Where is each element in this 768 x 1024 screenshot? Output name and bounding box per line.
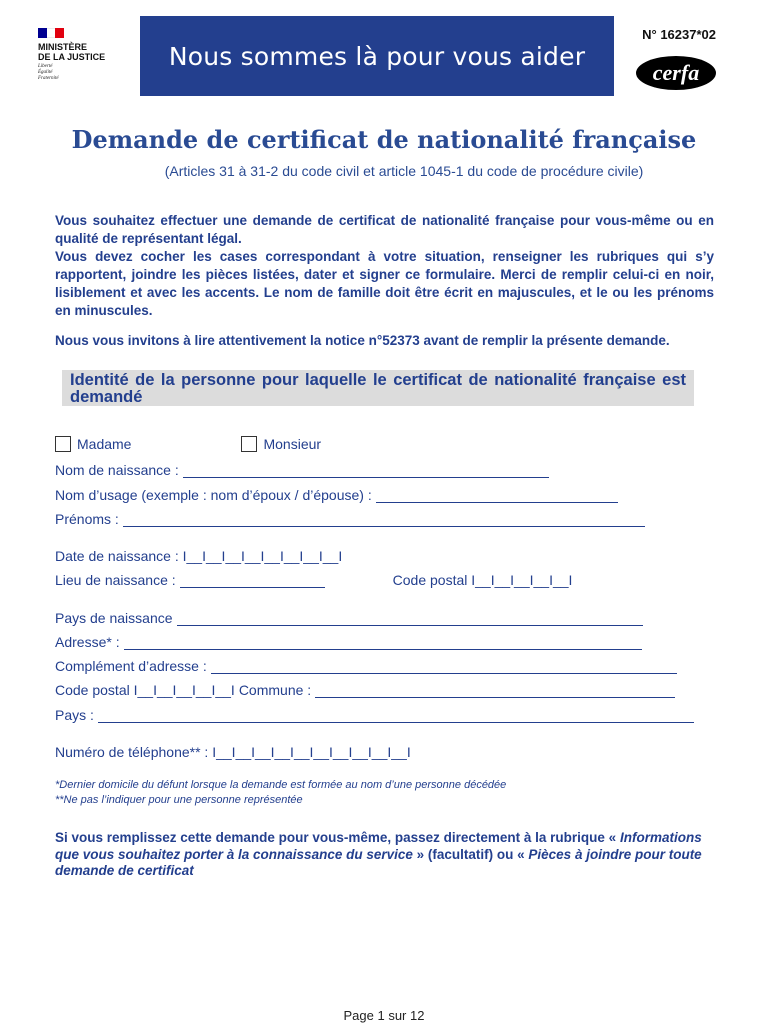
french-flag-icon <box>38 28 64 38</box>
document-subtitle: (Articles 31 à 31-2 du code civil et article 1045-1 du code de procédure civile) <box>164 163 644 179</box>
prenoms-label: Prénoms : <box>55 511 119 527</box>
banner-text: Nous sommes là pour vous aider <box>168 41 586 71</box>
complement-row <box>55 658 677 674</box>
monsieur-checkbox[interactable] <box>241 436 257 452</box>
section-identity-title: Identité de la personne pour laquelle le certificat de nationalité française est demandé <box>62 370 694 406</box>
link-informations-section: Informations que vous souhaitez porter à la connaissance du service <box>55 830 702 862</box>
final-instruction: Si vous remplissez cette demande pour vous-même, passez directement à la rubrique « Informations que vous souhaitez porter à la connaissance du service » (facultatif) ou « Pièces à joindre pour toute demande de certificat <box>55 830 702 878</box>
footnote-2: **Ne pas l’indiquer pour une personne représentée <box>55 794 303 806</box>
commune-field[interactable] <box>315 683 675 698</box>
intro-paragraph-2: Vous devez cocher les cases correspondant à votre situation, renseigner les rubriques qui s’y rapportent, joindre les pièces listées, dater et signer ce formulaire. Merci de remplir celui-ci en noir, lisiblement et avec les accents. Le nom de famille doit être écrit en majuscules, et le ou les prénoms en minuscules. <box>55 249 714 318</box>
civility-row <box>55 436 321 452</box>
intro-paragraph-1: Vous souhaitez effectuer une demande de certificat de nationalité française pour vous-même ou en qualité de représentant légal. <box>55 213 714 246</box>
lieu-naissance-label: Lieu de naissance : <box>55 572 176 588</box>
nom-usage-row <box>55 487 618 503</box>
date-naissance-row <box>55 548 342 564</box>
pays-row <box>55 707 694 723</box>
code-postal-commune-row <box>55 682 675 698</box>
link-pieces-section: Pièces à joindre pour toute demande de certificat <box>55 846 702 878</box>
pays-field[interactable] <box>98 708 694 723</box>
pays-naissance-row <box>55 610 643 626</box>
document-title: Demande de certificat de nationalité française <box>71 125 697 154</box>
madame-checkbox[interactable] <box>55 436 71 452</box>
header-banner <box>140 16 614 96</box>
notice-invite: Nous vous invitons à lire attentivement la notice n°52373 avant de remplir la présente demande. <box>55 333 670 348</box>
complement-label: Complément d’adresse : <box>55 658 207 674</box>
commune-label: Commune : <box>238 682 312 698</box>
pays-label: Pays : <box>55 707 94 723</box>
monsieur-label: Monsieur <box>263 436 322 452</box>
nom-naissance-row <box>55 462 549 478</box>
nom-naissance-field[interactable] <box>183 463 549 478</box>
complement-field[interactable] <box>211 659 677 674</box>
date-naissance-field[interactable]: Date de naissance : I__I__I__I__I__I__I__I__I <box>55 548 343 564</box>
cerfa-number: N° 16237*02 <box>642 27 716 42</box>
intro-text <box>55 212 714 320</box>
ministry-name-line1: MINISTÈRE <box>38 42 88 52</box>
lieu-naissance-row <box>55 572 572 588</box>
lieu-naissance-field[interactable] <box>180 573 325 588</box>
pays-naissance-label: Pays de naissance <box>55 610 173 626</box>
footnotes <box>55 778 506 808</box>
nom-usage-label: Nom d’usage (exemple : nom d’époux / d’épouse) : <box>55 487 372 503</box>
footnote-1: *Dernier domicile du défunt lorsque la demande est formée au nom d’une personne décédée <box>55 779 507 791</box>
ministry-logo <box>38 28 128 82</box>
cerfa-logo: cerfa <box>636 56 716 90</box>
ministry-name-line2: DE LA JUSTICE <box>38 52 106 62</box>
telephone-row <box>55 744 411 760</box>
code-postal-field[interactable]: Code postal I__I__I__I__I__I <box>55 682 235 698</box>
republic-motto: Liberté Égalité Fraternité <box>38 64 59 81</box>
adresse-label: Adresse* : <box>55 634 120 650</box>
adresse-row <box>55 634 642 650</box>
pays-naissance-field[interactable] <box>177 611 643 626</box>
madame-label: Madame <box>77 436 132 452</box>
telephone-field[interactable]: Numéro de téléphone** : I__I__I__I__I__I__I__I__I__I__I <box>55 744 411 760</box>
prenoms-row <box>55 511 645 527</box>
prenoms-field[interactable] <box>123 512 645 527</box>
adresse-field[interactable] <box>124 635 642 650</box>
code-postal-birth-field[interactable]: Code postal I__I__I__I__I__I <box>392 572 573 588</box>
nom-naissance-label: Nom de naissance : <box>55 462 179 478</box>
page-number: Page 1 sur 12 <box>343 1008 425 1023</box>
nom-usage-field[interactable] <box>376 488 618 503</box>
